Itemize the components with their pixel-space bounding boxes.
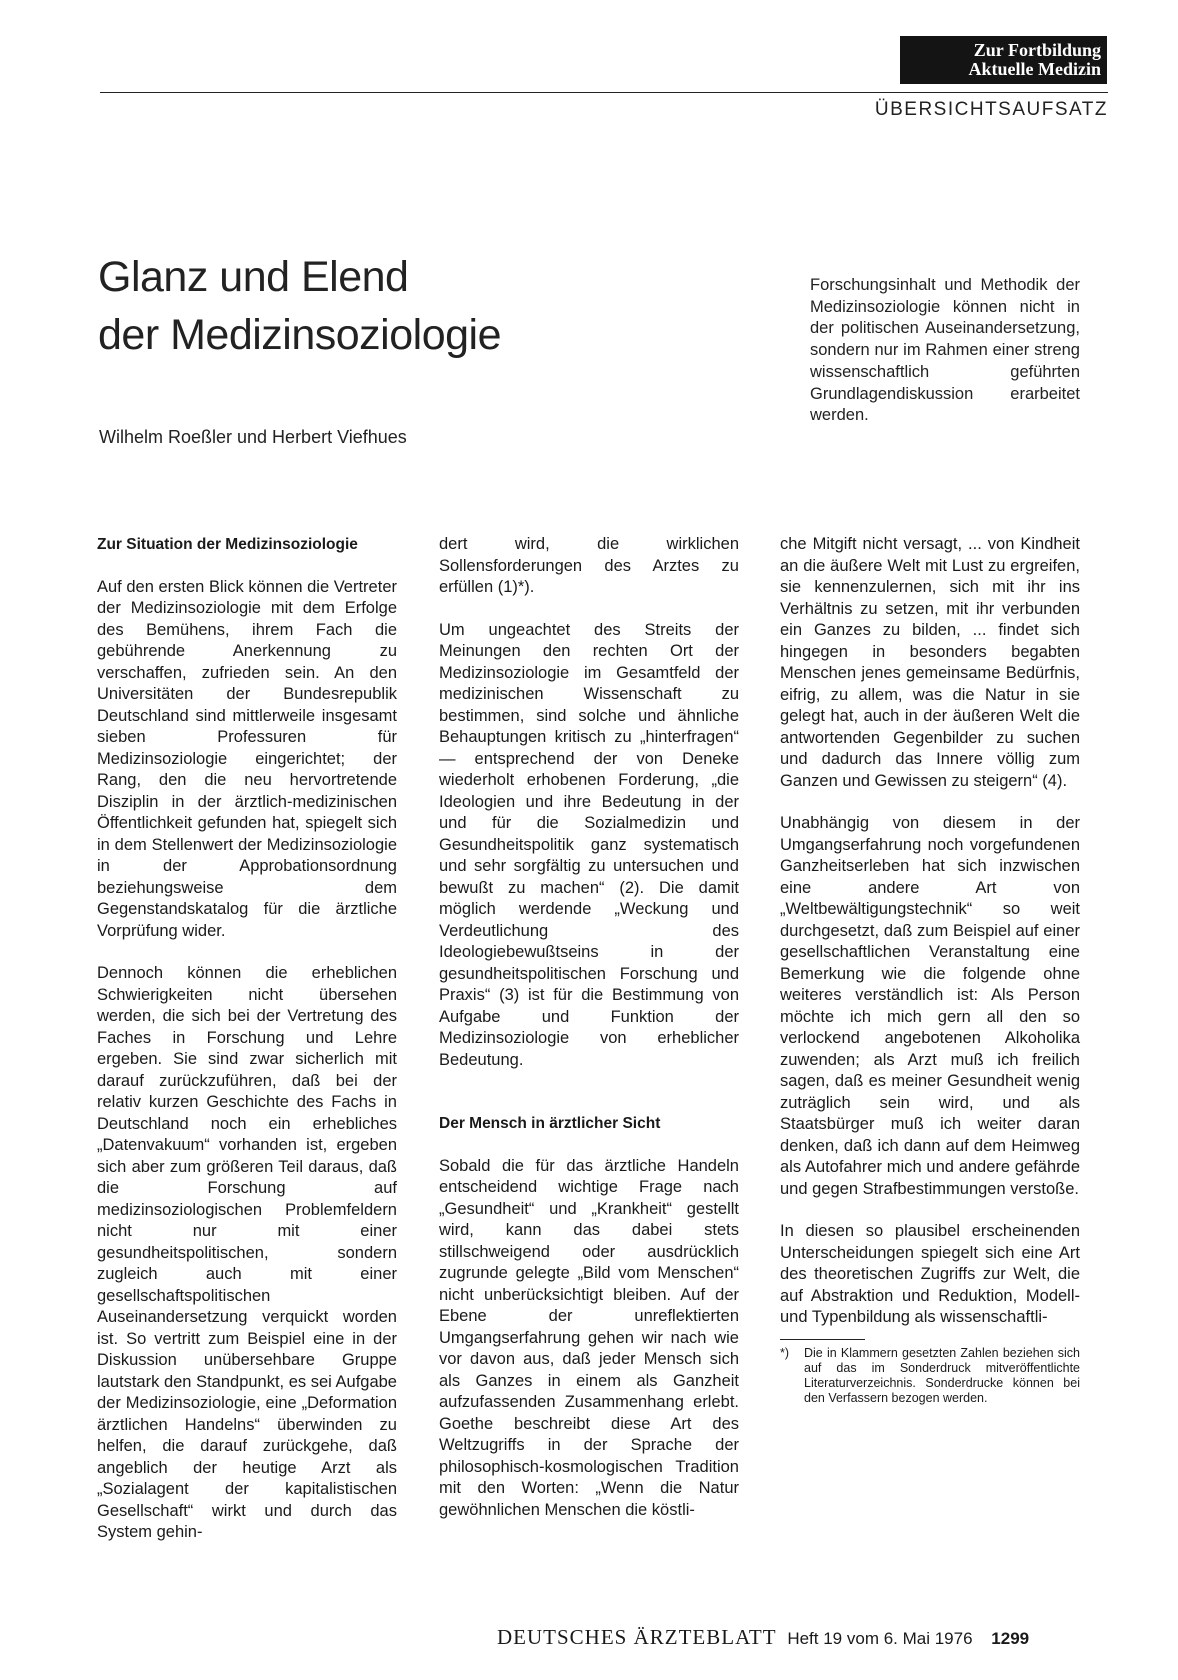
body-paragraph: Dennoch können die erheblichen Schwierigkeiten nicht übersehen werden, die sich bei der Vertretung des Faches in Forschung und Lehre ergeben. Sie sind zwar sicherlich mit darauf zurückzuführen, daß bei der relativ kurzen Geschichte des Fachs in Deutschland noch ein erhebliches „Datenvakuum“ vorhanden ist, ergeben sich aber zum größeren Teil daraus, daß die Forschung auf medizinsoziologischen Problemfeldern nicht nur mit einer gesundheitspolitischen, sondern zugleich auch mit einer gesellschaftspolitischen Auseinandersetzung verquickt worden ist. So vertritt zum Beispiel eine in der Diskussion unübersehbare Gruppe lautstark den Standpunkt, es sei Aufgabe der Medizinsoziologie, eine „Deformation ärztlichen Handelns“ überwinden zu helfen, die darauf zurückgehe, daß angeblich der heutige Arzt als „Sozialagent der kapitalistischen Gesellschaft“ wirkt und durch das System gehin-	[97, 964, 397, 1541]
body-paragraph: Auf den ersten Blick können die Vertreter der Medizinsoziologie mit dem Erfolge des Bemühens, ihrem Fach die gebührende Anerkennung zu verschaffen, zufrieden sein. An den Universitäten der Bundesrepublik Deutschland sind mittlerweile insgesamt sieben Professuren für Medizinsoziologie eingerichtet; der Rang, den die neu hervortretende Disziplin in der ärztlich-medizinischen Öffentlichkeit gefunden hat, spiegelt sich in dem Stellenwert der Medizinsoziologie in der Approbationsordnung beziehungsweise dem Gegenstandskatalog für die ärztliche Vorprüfung wider.	[97, 577, 397, 940]
text-column-1	[97, 534, 397, 1544]
header-rule	[100, 92, 1108, 93]
section-heading: Der Mensch in ärztlicher Sicht	[439, 1115, 661, 1132]
spacer	[97, 556, 397, 577]
text-column-3	[780, 534, 1080, 1406]
section-rubric	[900, 36, 1107, 84]
body-paragraph: che Mitgift nicht versagt, ... von Kindheit an die äußere Welt mit Lust zu ergreifen, sie kennenzulernen, sich mit ihr ins Verhältnis zu setzen, mit ihr verbunden ein Ganzes zu bilden, ... findet sich hingegen in besonders begabten Menschen jenes gemeinsame Bedürfnis, eifrig, zu allem, was die Natur in sie gelegt hat, auch in der äußeren Welt die antwortenden Gegenbilder zu suchen und dadurch das Innere völlig zum Ganzen und Gewissen zu steigern“ (4).	[780, 535, 1080, 790]
footnote-rule	[780, 1339, 865, 1340]
spacer	[97, 942, 397, 963]
body-paragraph: Sobald die für das ärztliche Handeln entscheidend wichtige Frage nach „Gesundheit“ und „Krankheit“ gestellt wird, kann das dabei stets stillschweigend oder ausdrücklich zugrunde gelegte „Bild vom Menschen“ nicht unberücksichtigt bleiben. Auf der Ebene der unreflektierten Umgangserfahrung gehen wir nach wie vor davon aus, daß jeder Mensch sich als Ganzes in einem als Ganzheit aufzufassenden Zusammenhang erlebt. Goethe beschreibt diese Art des Weltzugriffs in der Sprache der philosophisch-kosmologischen Tradition mit den Worten: „Wenn die Natur gewöhnlichen Menschen die köstli-	[439, 1156, 739, 1519]
rubric-line-2: Aktuelle Medizin	[968, 59, 1101, 79]
title-line-1: Glanz und Elend	[98, 253, 409, 301]
article-authors: Wilhelm Roeßler und Herbert Viefhues	[99, 427, 407, 447]
body-paragraph: dert wird, die wirklichen Sollensforderungen des Arztes zu erfüllen (1)*).	[439, 535, 739, 596]
body-paragraph: In diesen so plausibel erscheinenden Unterscheidungen spiegelt sich eine Art des theoretischen Zugriffs zur Welt, die auf Abstraktion und Reduktion, Modell- und Typenbildung als wissenschaftli-	[780, 1222, 1080, 1326]
page-number: 1299	[991, 1629, 1030, 1648]
section-label: ÜBERSICHTSAUFSATZ	[874, 99, 1108, 120]
spacer	[780, 1200, 1080, 1221]
spacer	[439, 1135, 739, 1156]
title-line-2: der Medizinsoziologie	[98, 311, 501, 359]
body-paragraph: Unabhängig von diesem in der Umgangserfahrung noch vorgefundenen Ganzheitserleben hat sich inzwischen eine andere Art von „Weltbewältigungstechnik“ so weit durchgesetzt, daß zum Beispiel auf einer gesellschaftlichen Veranstaltung eine Bemerkung wie die folgende ohne weiteres verständlich ist: Als Person möchte ich mich gern all den so verlockend angebotenen Alkoholika zuwenden; als Arzt muß ich freilich sagen, daß es meiner Gesundheit wenig zuträglich sein wird, und als Staatsbürger muß ich weiter daran denken, daß ich dann auf dem Heimweg als Autofahrer mich und andere gefährde und gegen Strafbestimmungen verstoße.	[780, 814, 1080, 1198]
journal-name: DEUTSCHES ÄRZTEBLATT	[497, 1625, 777, 1649]
body-paragraph: Um ungeachtet des Streits der Meinungen den rechten Ort der Medizinsoziologie im Gesamtfeld der medizinischen Wissenschaft zu bestimmen, sind solche und ähnliche Behauptungen kritisch zu „hinterfragen“ — entsprechend der von Deneke wiederholt erhobenen Forderung, „die Ideologien und ihre Bedeutung in der und für die Sozialmedizin und Gesundheitspolitik ganz systematisch und sehr sorgfältig zu untersuchen und bewußt zu machen“ (2). Die damit möglich werdende „Weckung und Verdeutlichung des Ideologiebewußtseins in der gesundheitspolitischen Forschung und Praxis“ (3) ist für die Bestimmung von Aufgabe und Funktion der Medizinsoziologie von erheblicher Bedeutung.	[439, 620, 739, 1069]
rubric-line-1: Zur Fortbildung	[973, 40, 1101, 60]
page-footer	[497, 1625, 1029, 1650]
spacer	[780, 792, 1080, 813]
footnote-text: Die in Klammern gesetzten Zahlen beziehen sich auf das im Sonderdruck mitveröffentlichte Literaturverzeichnis. Sonderdrucke können bei den Verfassern bezogen werden.	[804, 1345, 1080, 1405]
footnote	[780, 1346, 1080, 1406]
spacer	[439, 599, 739, 620]
footnote-mark: *)	[780, 1345, 790, 1360]
section-heading: Zur Situation der Medizinsoziologie	[97, 536, 358, 553]
spacer	[439, 1092, 739, 1113]
issue-info: Heft 19 vom 6. Mai 1976	[787, 1629, 973, 1648]
article-lead: Forschungsinhalt und Methodik der Medizinsoziologie können nicht in der politischen Auseinandersetzung, sondern nur im Rahmen einer streng wissenschaftlich geführten Grundlagendiskussion erarbeitet werden.	[810, 276, 1080, 425]
text-column-2	[439, 534, 739, 1521]
article-title	[98, 248, 718, 364]
spacer	[439, 1071, 739, 1092]
